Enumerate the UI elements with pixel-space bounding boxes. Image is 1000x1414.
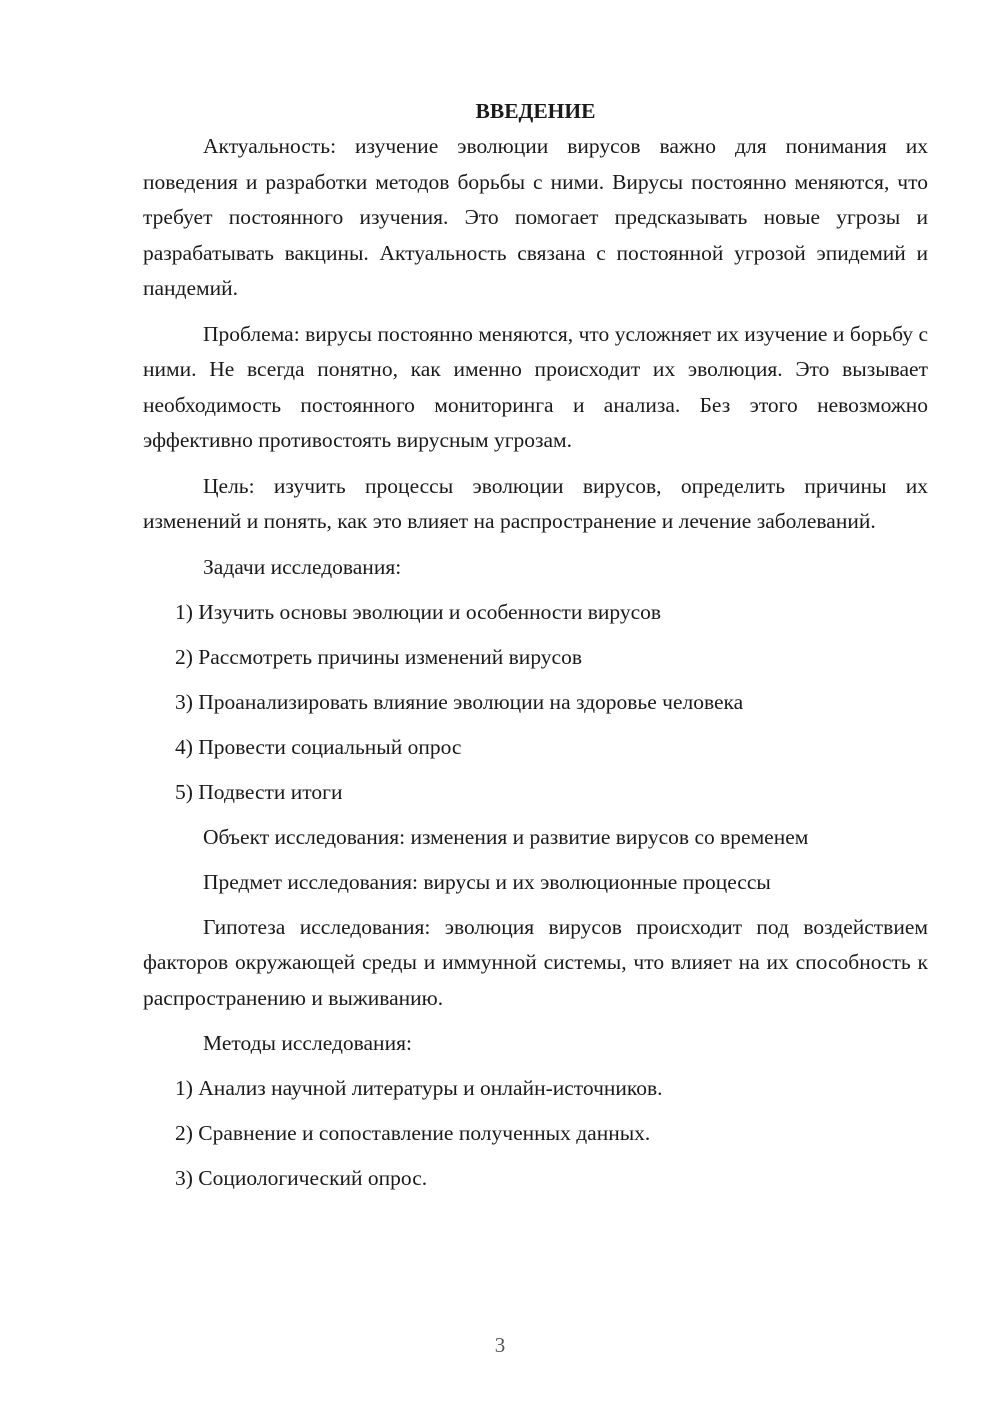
research-object: Объект исследования: изменения и развитие вирусов со временем xyxy=(203,824,809,849)
hypothesis-paragraph: Гипотеза исследования: эволюция вирусов происходит под воздействием факторов окружающей среды и иммунной системы, что влияет на их способность к распространению и выживанию. xyxy=(143,914,928,1010)
tasks-list xyxy=(143,595,928,811)
problem-paragraph: Проблема: вирусы постоянно меняются, что усложняет их изучение и борьбу с ними. Не всегда понятно, как именно происходит их эволюция. Это вызывает необходимость постоянного мониторинга и анализа. Без этого невозможно эффективно противостоять вирусным угрозам. xyxy=(143,321,928,452)
methods-list xyxy=(143,1071,928,1197)
page-number: 3 xyxy=(494,1333,506,1357)
list-item: 1) Изучить основы эволюции и особенности вирусов xyxy=(175,599,662,624)
list-item: 1) Анализ научной литературы и онлайн-источников. xyxy=(175,1076,663,1100)
list-item: 2) Сравнение и сопоставление полученных данных. xyxy=(175,1121,651,1145)
goal-paragraph: Цель: изучить процессы эволюции вирусов, определить причины их изменений и понять, как это влияет на распространение и лечение заболеваний. xyxy=(143,473,928,533)
list-item: 3) Социологический опрос. xyxy=(175,1166,428,1190)
section-title: ВВЕДЕНИЕ xyxy=(475,99,596,123)
methods-heading: Методы исследования: xyxy=(203,1031,412,1055)
research-subject: Предмет исследования: вирусы и их эволюционные процессы xyxy=(203,869,771,894)
list-item: 4) Провести социальный опрос xyxy=(175,734,462,759)
list-item: 5) Подвести итоги xyxy=(175,779,343,804)
document-page xyxy=(143,95,928,1206)
tasks-heading: Задачи исследования: xyxy=(203,554,402,579)
list-item: 2) Рассмотреть причины изменений вирусов xyxy=(175,644,582,669)
list-item: 3) Проанализировать влияние эволюции на здоровье человека xyxy=(175,689,744,714)
relevance-paragraph: Актуальность: изучение эволюции вирусов важно для понимания их поведения и разработки методов борьбы с ними. Вирусы постоянно меняются, что требует постоянного изучения. Это помогает предсказывать новые угрозы и разрабатывать вакцины. Актуальность связана с постоянной угрозой эпидемий и пандемий. xyxy=(143,134,928,300)
